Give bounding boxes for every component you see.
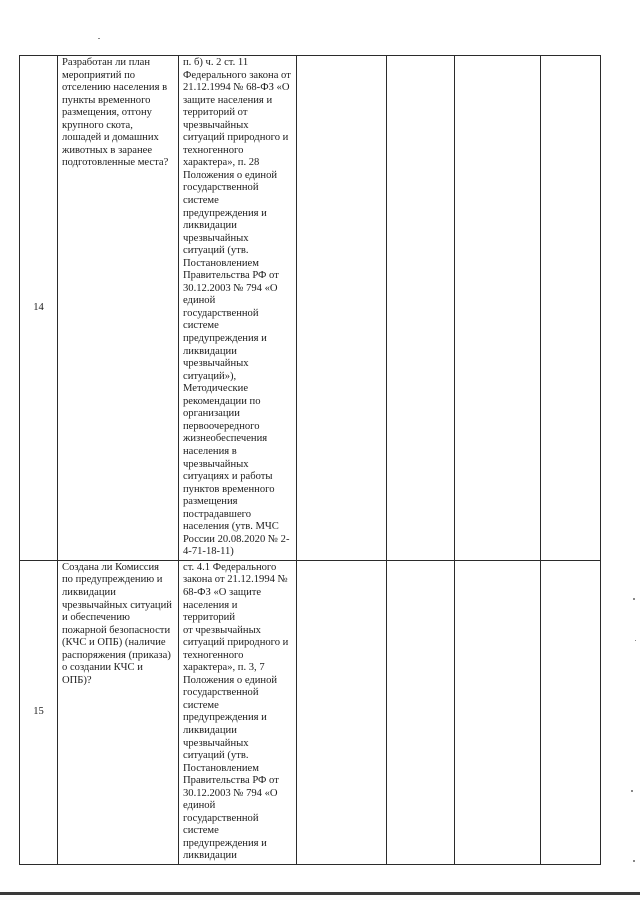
scan-speck	[631, 790, 633, 792]
legal-basis-cell: п. б) ч. 2 ст. 11 Федерального закона от 21.12.1994 № 68-ФЗ «О защите населения и территорий от чрезвычайных ситуаций природного и техногенного характера», п. 28 Положения о единой государственной системе предупреждения и ликвидации чрезвычайных ситуаций (утв. Постановлением Правительства РФ от 30.12.2003 № 794 «О единой государственной системе предупреждения и ликвидации чрезвычайных ситуаций»), Методические рекомендации по организации первоочередного жизнеобеспечения населения в чрезвычайных ситуациях и работы пунктов временного размещения пострадавшего населения (утв. МЧС России 20.08.2020 № 2- 4-71-18-11)	[179, 56, 297, 561]
answer-no-cell	[387, 560, 455, 864]
scan-speck	[633, 860, 635, 862]
table-row	[20, 56, 601, 561]
question-cell: Разработан ли план мероприятий по отселению населения в пункты временного размещения, отгону крупного скота, лошадей и домашних животных в заранее подготовленные места?	[58, 56, 179, 561]
scan-edge-line	[0, 892, 640, 895]
remarks-cell	[541, 560, 601, 864]
legal-basis-cell: ст. 4.1 Федерального закона от 21.12.1994 № 68-ФЗ «О защите населения и территорий от чрезвычайных ситуаций природного и техногенного характера», п. 3, 7 Положения о единой государственной системе предупреждения и ликвидации чрезвычайных ситуаций (утв. Постановлением Правительства РФ от 30.12.2003 № 794 «О единой государственной системе предупреждения и ликвидации	[179, 560, 297, 864]
question-cell: Создана ли Комиссия по предупреждению и ликвидации чрезвычайных ситуаций и обеспечению пожарной безопасности (КЧС и ОПБ) (наличие распоряжения (приказа) о создании КЧС и ОПБ)?	[58, 560, 179, 864]
answer-no-cell	[387, 56, 455, 561]
answer-yes-cell	[297, 560, 387, 864]
table-row	[20, 560, 601, 864]
scan-speck	[635, 640, 636, 641]
answer-yes-cell	[297, 56, 387, 561]
row-number: 14	[20, 56, 58, 561]
answer-not-applicable-cell	[455, 56, 541, 561]
checklist-table	[19, 55, 601, 865]
answer-not-applicable-cell	[455, 560, 541, 864]
scan-speck	[98, 38, 100, 39]
remarks-cell	[541, 56, 601, 561]
scan-speck	[633, 598, 635, 600]
row-number: 15	[20, 560, 58, 864]
